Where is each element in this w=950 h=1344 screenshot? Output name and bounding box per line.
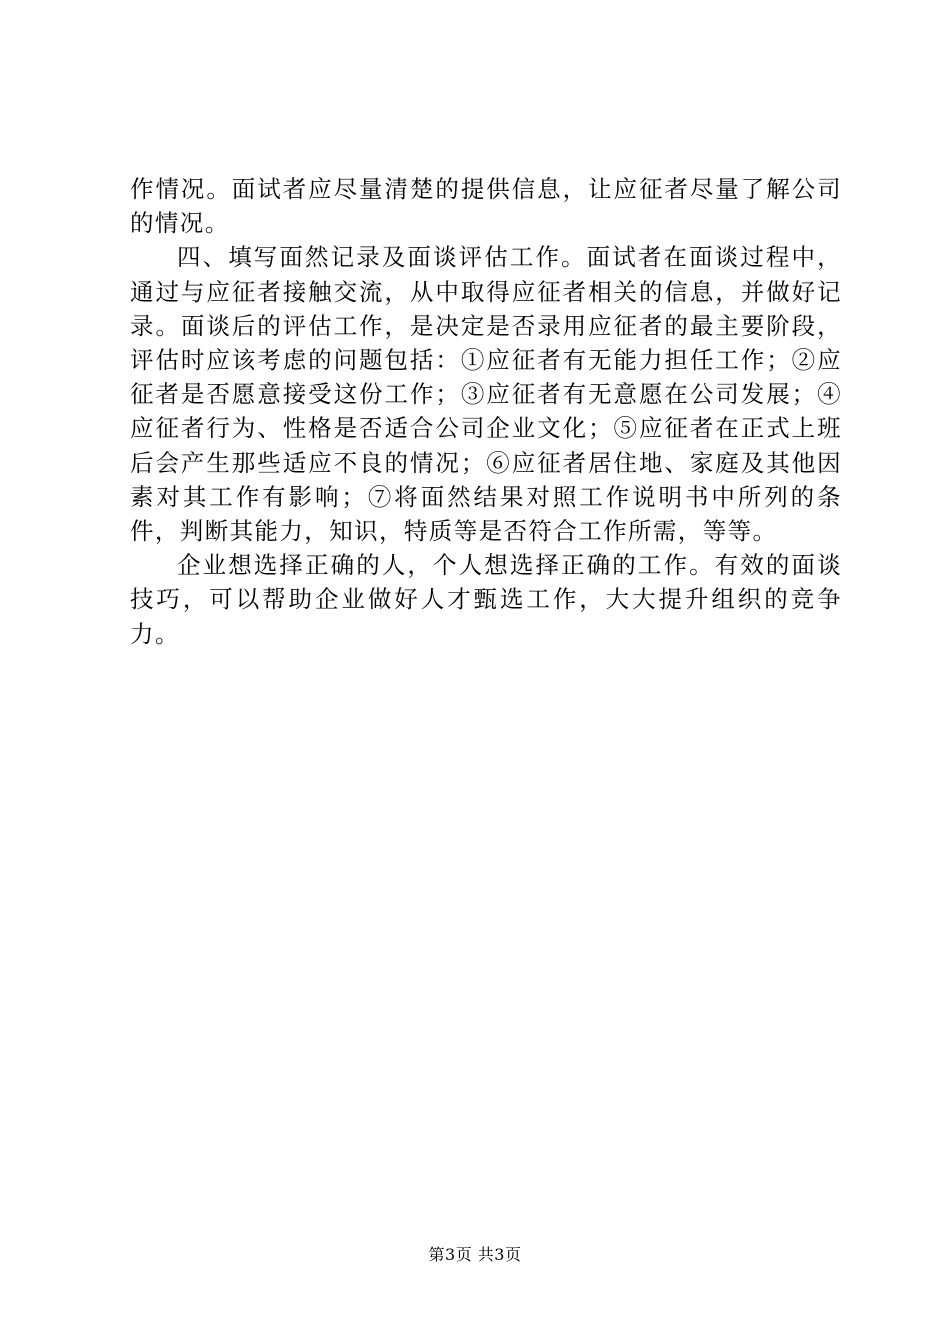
paragraph-continuation: 作情况。面试者应尽量清楚的提供信息，让应征者尽量了解公司的情况。 — [130, 175, 842, 238]
paragraph-interview-evaluation: 四、填写面然记录及面谈评估工作。面试者在面谈过程中，通过与应征者接触交流，从中取得应征者相关的信息，并做好记录。面谈后的评估工作，是决定是否录用应征者的最主要阶段，评估时应该考虑的问题包括：①应征者有无能力担任工作；②应征者是否愿意接受这份工作；③应征者有无意愿在公司发展；④应征者行为、性格是否适合公司企业文化；⑤应征者在正式上班后会产生那些适应不良的情况；⑥应征者居住地、家庭及其他因素对其工作有影响；⑦将面然结果对照工作说明书中所列的条件，判断其能力，知识，特质等是否符合工作所需，等等。 — [130, 243, 842, 546]
document-body — [130, 172, 842, 651]
page-footer: 第3页 共3页 — [428, 1245, 522, 1264]
paragraph-conclusion: 企业想选择正确的人，个人想选择正确的工作。有效的面谈技巧，可以帮助企业做好人才甄选工作，大大提升组织的竞争力。 — [130, 551, 842, 648]
